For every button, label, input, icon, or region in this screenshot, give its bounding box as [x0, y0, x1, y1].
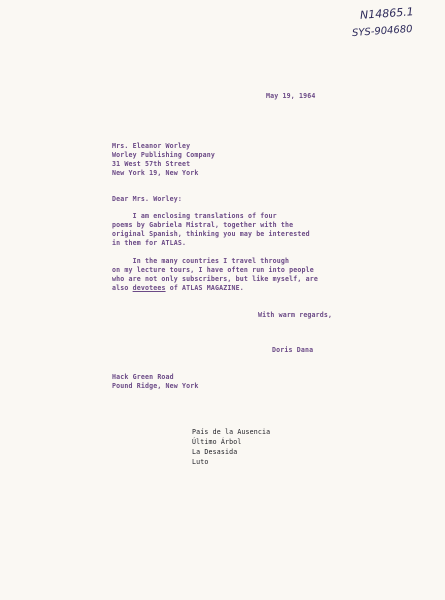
- paragraph-line: original Spanish, thinking you may be interested: [112, 230, 310, 238]
- paragraph-line: in them for ATLAS.: [112, 239, 187, 247]
- reference-annotation-bottom: SYS-904680: [351, 23, 413, 40]
- paragraph-line: [112, 284, 244, 293]
- recipient-line: 31 West 57th Street: [112, 160, 191, 168]
- text-run: also: [112, 284, 133, 292]
- closing: With warm regards,: [258, 311, 333, 319]
- signature: Doris Dana: [272, 346, 314, 354]
- enclosure-item: Último Árbol: [192, 438, 242, 446]
- recipient-line: New York 19, New York: [112, 169, 199, 177]
- letter-date: May 19, 1964: [266, 92, 316, 100]
- paragraph-line: poems by Gabriela Mistral, together with the: [112, 221, 294, 229]
- enclosure-item: País de la Ausencia: [192, 428, 271, 436]
- sender-address-line: Hack Green Road: [112, 373, 174, 381]
- paragraph-line: on my lecture tours, I have often run into people: [112, 266, 314, 274]
- paragraph-line: who are not only subscribers, but like myself, are: [112, 275, 318, 283]
- enclosure-item: La Desasida: [192, 448, 238, 456]
- paragraph-line: I am enclosing translations of four: [112, 212, 277, 220]
- enclosure-item: Luto: [192, 458, 209, 466]
- reference-annotation-top: N14865.1: [359, 5, 415, 22]
- sender-address-line: Pound Ridge, New York: [112, 382, 199, 390]
- salutation: Dear Mrs. Worley:: [112, 195, 183, 203]
- paragraph-line: In the many countries I travel through: [112, 257, 290, 265]
- text-run: of ATLAS MAGAZINE.: [165, 284, 244, 292]
- recipient-line: Mrs. Eleanor Worley: [112, 142, 191, 150]
- underlined-word: devotees: [132, 284, 166, 292]
- recipient-line: Worley Publishing Company: [112, 151, 215, 159]
